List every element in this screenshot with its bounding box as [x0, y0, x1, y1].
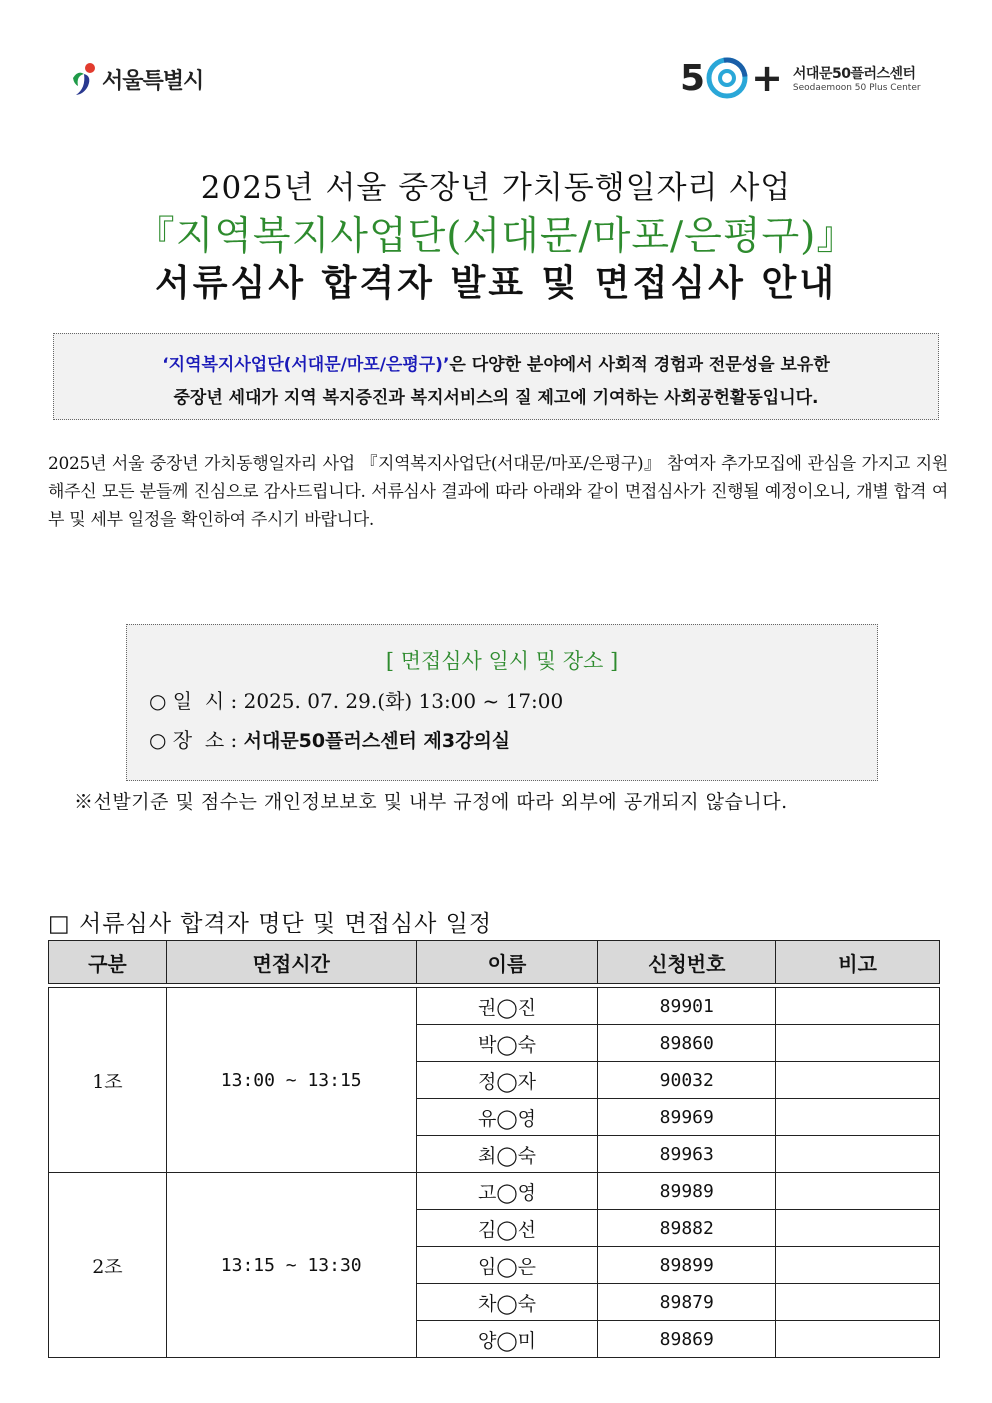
name-cell: 고◯영 [416, 1173, 598, 1210]
note-cell [776, 1136, 940, 1173]
name-cell: 김◯선 [416, 1210, 598, 1247]
seoul-emblem-icon [70, 62, 98, 96]
intro-line-1 [54, 349, 938, 382]
number-cell: 89989 [598, 1173, 776, 1210]
center-logo-number: 5 [680, 57, 706, 99]
center-logo-plus: + [751, 56, 783, 100]
intro-box [53, 333, 939, 420]
intro-highlight: ‘지역복지사업단(서대문/마포/은평구)’ [162, 355, 450, 375]
interview-place-row [149, 724, 877, 753]
group-cell: 1조 [49, 988, 167, 1173]
number-cell: 89901 [598, 988, 776, 1025]
col-header-group: 구분 [49, 941, 167, 984]
intro-line-2: 중장년 세대가 지역 복지증진과 복지서비스의 질 제고에 기여하는 사회공헌활동입니다. [173, 388, 819, 408]
name-cell: 최◯숙 [416, 1136, 598, 1173]
selection-note: ※선발기준 및 점수는 개인정보보호 및 내부 규정에 따라 외부에 공개되지 않습니다. [74, 791, 788, 813]
number-cell: 89869 [598, 1321, 776, 1358]
number-cell: 89882 [598, 1210, 776, 1247]
name-cell: 차◯숙 [416, 1284, 598, 1321]
interview-info-heading: [ 면접심사 일시 및 장소 ] [385, 649, 619, 673]
note-cell [776, 1321, 940, 1358]
interview-info-box [126, 624, 878, 781]
interview-place-label: ○ 장 소 : [149, 728, 244, 752]
col-header-time: 면접시간 [166, 941, 416, 984]
col-header-number: 신청번호 [598, 941, 776, 984]
time-cell: 13:15 ~ 13:30 [166, 1173, 416, 1358]
note-cell [776, 1062, 940, 1099]
interview-place-value: 서대문50플러스센터 제3강의실 [243, 730, 511, 752]
note-cell [776, 1099, 940, 1136]
number-cell: 89860 [598, 1025, 776, 1062]
center-logo [680, 56, 921, 100]
note-cell [776, 1210, 940, 1247]
name-cell: 양◯미 [416, 1321, 598, 1358]
center-name-en: Seodaemoon 50 Plus Center [792, 83, 921, 93]
section-title: □ 서류심사 합격자 명단 및 면접심사 일정 [48, 911, 493, 937]
name-cell: 권◯진 [416, 988, 598, 1025]
intro-line-1-rest: 은 다양한 분야에서 사회적 경험과 전문성을 보유한 [449, 355, 830, 375]
interview-date-value: 2025. 07. 29.(화) 13:00 ~ 17:00 [243, 689, 564, 713]
note-cell [776, 1025, 940, 1062]
intro-paragraph: 2025년 서울 중장년 가치동행일자리 사업 『지역복지사업단(서대문/마포/은평구)』 참여자 추가모집에 관심을 가지고 지원해주신 모든 분들께 진심으로 감사드립니다. 서류심사 결과에 따라 아래와 같이 면접심사가 진행될 예정이오니, 개별 합격 여부 및 세부 일정을 확인하여 주시기 바랍니다. [48, 454, 948, 530]
group-cell: 2조 [49, 1173, 167, 1358]
title-line-1: 2025년 서울 중장년 가치동행일자리 사업 [200, 170, 792, 206]
col-header-note: 비고 [776, 941, 940, 984]
table-row [49, 988, 940, 1025]
name-cell: 유◯영 [416, 1099, 598, 1136]
note-cell [776, 1247, 940, 1284]
center-ring-icon [705, 56, 749, 100]
note-cell [776, 1284, 940, 1321]
interview-date-label: ○ 일 시 : [149, 689, 244, 713]
title-line-3: 서류심사 합격자 발표 및 면접심사 안내 [154, 262, 838, 304]
number-cell: 89963 [598, 1136, 776, 1173]
col-header-name: 이름 [416, 941, 598, 984]
seoul-logo-text: 서울특별시 [102, 68, 204, 94]
seoul-logo [70, 62, 203, 96]
number-cell: 90032 [598, 1062, 776, 1099]
interview-date-row [149, 685, 877, 714]
table-header-row [49, 941, 940, 984]
applicant-table [48, 940, 940, 1358]
name-cell: 정◯자 [416, 1062, 598, 1099]
center-name-kr: 서대문50플러스센터 [792, 66, 916, 82]
number-cell: 89899 [598, 1247, 776, 1284]
note-cell [776, 1173, 940, 1210]
title-line-2: 『지역복지사업단(서대문/마포/은평구)』 [135, 214, 857, 259]
name-cell: 임◯은 [416, 1247, 598, 1284]
number-cell: 89969 [598, 1099, 776, 1136]
note-cell [776, 988, 940, 1025]
time-cell: 13:00 ~ 13:15 [166, 988, 416, 1173]
name-cell: 박◯숙 [416, 1025, 598, 1062]
table-row [49, 1173, 940, 1210]
number-cell: 89879 [598, 1284, 776, 1321]
